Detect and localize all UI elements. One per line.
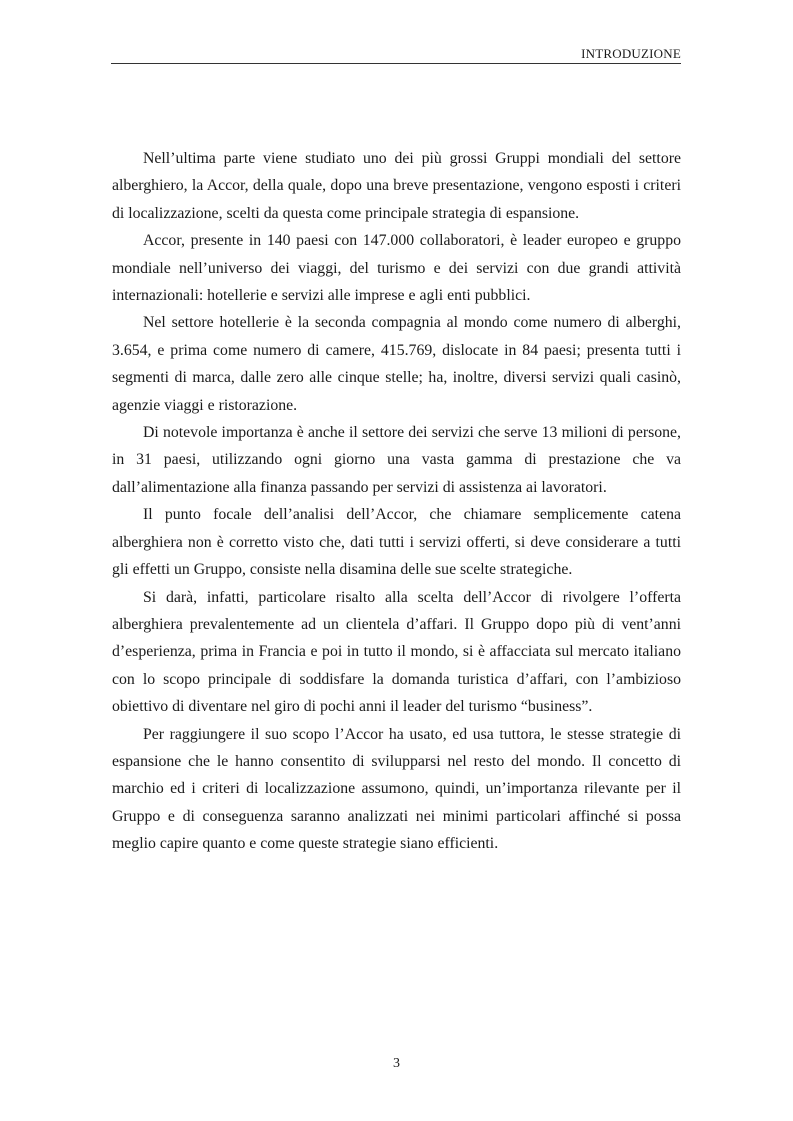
body-text	[112, 145, 681, 858]
page-number: 3	[393, 1056, 400, 1071]
paragraph-focal-point: Il punto focale dell’analisi dell’Accor, che chiamare semplicemente catena alberghiera non è corretto visto che, dati tutti i servizi offerti, si deve considerare a tutti gli effetti un Gruppo, consiste nella disamina delle sue scelte strategiche.	[112, 506, 681, 579]
paragraph-accor-presence: Accor, presente in 140 paesi con 147.000 collaboratori, è leader europeo e gruppo mondiale nell’universo dei viaggi, del turismo e dei servizi con due grandi attività internazionali: hotellerie e servizi alle imprese e agli enti pubblici.	[112, 232, 681, 305]
paragraph-hotellerie: Nel settore hotellerie è la seconda compagnia al mondo come numero di alberghi, 3.654, e prima come numero di camere, 415.769, dislocate in 84 paesi; presenta tutti i segmenti di marca, dalle zero alle cinque stelle; ha, inoltre, diversi servizi quali casinò, agenzie viaggi e ristorazione.	[112, 314, 681, 414]
paragraph-accor-intro: Nell’ultima parte viene studiato uno dei più grossi Gruppi mondiali del settore alberghiero, la Accor, della quale, dopo una breve presentazione, vengono esposti i criteri di localizzazione, scelti da questa come principale strategia di espansione.	[112, 150, 681, 222]
chapter-title: INTRODUZIONE	[581, 46, 681, 61]
running-header	[111, 44, 681, 64]
paragraph-business-clientele: Si darà, infatti, particolare risalto alla scelta dell’Accor di rivolgere l’offerta alberghiera prevalentemente ad un clientela d’affari. Il Gruppo dopo più di vent’anni d’esperienza, prima in Francia e poi in tutto il mondo, si è affacciata sul mercato italiano con lo scopo principale di soddisfare la domanda turistica d’affari, con l’ambizioso obiettivo di diventare nel giro di pochi anni il leader del turismo “business”.	[112, 588, 681, 716]
paragraph-services: Di notevole importanza è anche il settore dei servizi che serve 13 milioni di persone, in 31 paesi, utilizzando ogni giorno una vasta gamma di prestazione che va dall’alimentazione alla finanza passando per servizi di assistenza ai lavoratori.	[112, 424, 681, 496]
paragraph-strategies: Per raggiungere il suo scopo l’Accor ha usato, ed usa tuttora, le stesse strategie di espansione che le hanno consentito di svilupparsi nel resto del mondo. Il concetto di marchio ed i criteri di localizzazione assumono, quindi, un’importanza rilevante per il Gruppo e di conseguenza saranno analizzati nei minimi particolari affinché si possa meglio capire quanto e come queste strategie siano efficienti.	[112, 725, 681, 853]
